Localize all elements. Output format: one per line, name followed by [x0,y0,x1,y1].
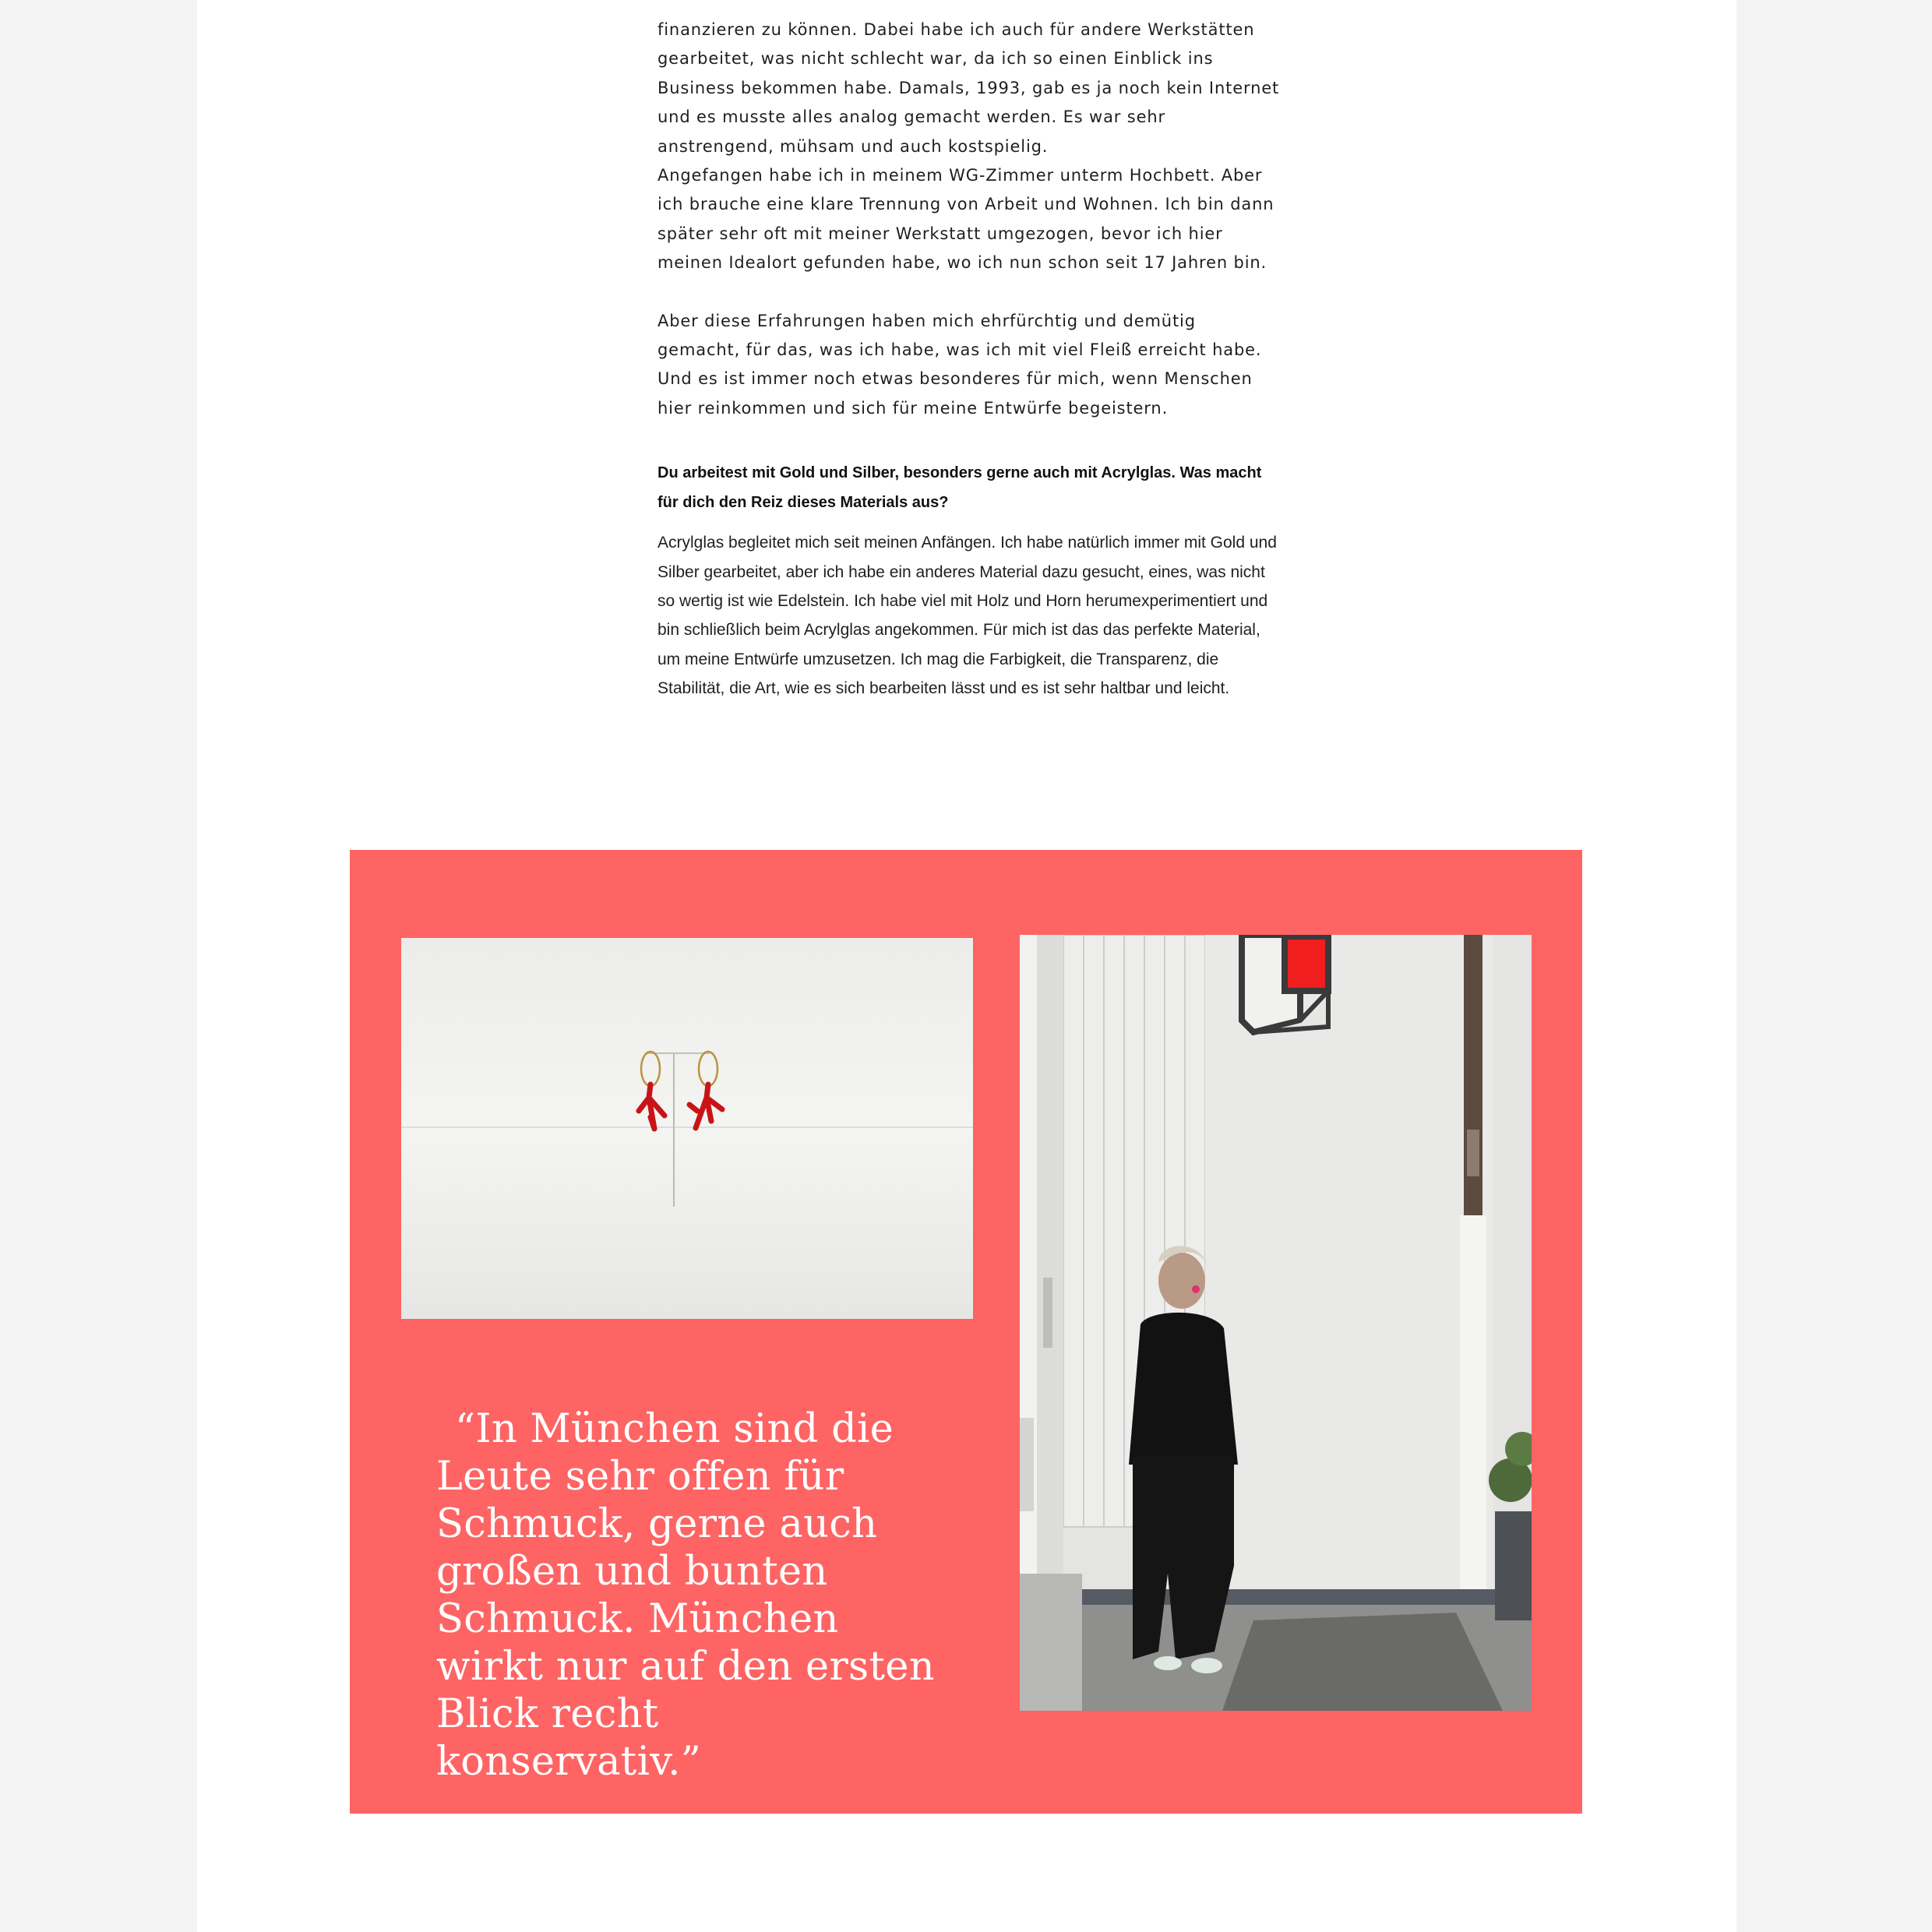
feature-block [350,850,1582,1814]
article-paragraph: Aber diese Erfahrungen haben mich ehrfürchtig und demütig gemacht, für das, was ich habe, was ich mit viel Fleiß erreicht habe. Und es ist immer noch etwas besonderes für mich, wenn Menschen hier reinkommen und sich für meine Entwürfe begeistern. [658,311,1262,418]
article-body [658,16,1281,703]
article-paragraph: finanzieren zu können. Dabei habe ich auch für andere Werkstätten gearbeitet, was nicht schlecht war, da ich so einen Einblick ins Business bekommen habe. Damals, 1993, gab es ja noch kein Internet und es musste alles analog gemacht werden. Es war sehr anstrengend, mühsam und auch kostspielig. [658,20,1280,156]
portrait-photo [1020,935,1532,1711]
interview-answer: Acrylglas begleitet mich seit meinen Anfängen. Ich habe natürlich immer mit Gold und Silber gearbeitet, aber ich habe ein anderes Material dazu gesucht, eines, was nicht so wertig ist wie Edelstein. Ich habe viel mit Holz und Horn herumexperimentiert und bin schließlich beim Acrylglas angekommen. Für mich ist das das perfekte Material, um meine Entwürfe umzusetzen. Ich mag die Farbigkeit, die Transparenz, die Stabilität, die Art, wie es sich bearbeiten lässt und es ist sehr haltbar und leicht. [658,534,1277,698]
article-paragraph: Angefangen habe ich in meinem WG-Zimmer unterm Hochbett. Aber ich brauche eine klare Trennung von Arbeit und Wohnen. Ich bin dann später sehr oft mit meiner Werkstatt umgezogen, bevor ich hier meinen Idealort gefunden habe, wo ich nun schon seit 17 Jahren bin. [658,166,1274,273]
interview-question: Du arbeitest mit Gold und Silber, besonders gerne auch mit Acrylglas. Was macht für dich den Reiz dieses Materials aus? [658,464,1262,511]
pull-quote: “In München sind die Leute sehr offen für Schmuck, gerne auch großen und bunten Schmuck. München wirkt nur auf den ersten Blick recht konservativ.” [436,1406,935,1785]
coral-earrings-photo [401,938,973,1319]
page-container [197,0,1736,1932]
